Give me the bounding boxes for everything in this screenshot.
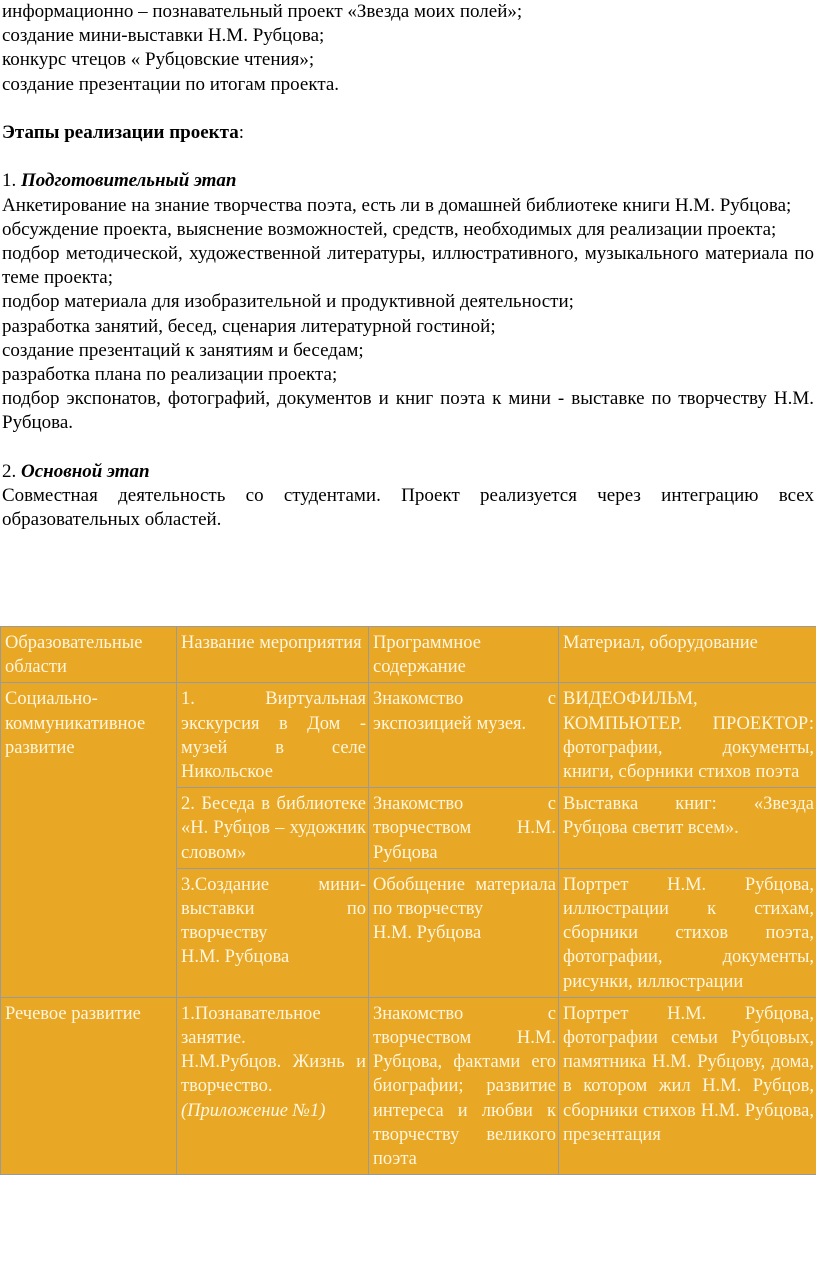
content-cell: Знакомство с творчеством Н.М. Рубцова, фактами его биографии; развитие интереса и любви к творчеству великого поэта bbox=[369, 997, 559, 1174]
event-cell: 1.Познавательное занятие. Н.М.Рубцов. Жизнь и творчество. (Приложение №1) bbox=[177, 997, 369, 1174]
header-cell: Программное содержание bbox=[369, 627, 559, 683]
event-cell: 2. Беседа в библиотеке «Н. Рубцов – художник словом» bbox=[177, 788, 369, 869]
content-cell: Знакомство с экспозицией музея. bbox=[369, 683, 559, 788]
material-cell: Выставка книг: «Звезда Рубцова светит всем». bbox=[559, 788, 816, 869]
table-row bbox=[1, 997, 816, 1174]
stage1-item: подбор методической, художественной литературы, иллюстративного, музыкального материала по теме проекта; bbox=[2, 243, 814, 289]
appendix-note: (Приложение №1) bbox=[181, 1100, 326, 1121]
event-cell: 1. Виртуальная экскурсия в Дом - музей в селе Никольское bbox=[177, 683, 369, 788]
stage1-item: подбор материала для изобразительной и продуктивной деятельности; bbox=[2, 291, 574, 313]
material-cell: Портрет Н.М. Рубцова, иллюстрации к стихам, сборники стихов поэта, фотографии, документы, рисунки, иллюстрации bbox=[559, 868, 816, 997]
header-cell: Материал, оборудование bbox=[559, 627, 816, 683]
stage1-item: подбор экспонатов, фотографий, документов и книг поэта к мини - выставке по творчеству Н.М. Рубцова. bbox=[2, 388, 814, 434]
stage1-item: создание презентаций к занятиям и беседам; bbox=[2, 339, 364, 361]
area-cell: Социально-коммуникативное развитие bbox=[1, 683, 177, 997]
stage1-item: Анкетирование на знание творчества поэта, есть ли в домашней библиотеке книги Н.М. Рубцова; bbox=[2, 194, 792, 216]
stages-heading: Этапы реализации проекта bbox=[2, 122, 239, 143]
table-row bbox=[1, 683, 816, 788]
event-cell: 3.Создание мини-выставки по творчеству Н.М. Рубцова bbox=[177, 868, 369, 997]
stage1-item: обсуждение проекта, выяснение возможностей, средств, необходимых для реализации проекта; bbox=[2, 218, 777, 240]
stages-heading-line: Этапы реализации проекта: bbox=[2, 122, 244, 143]
table-header-row bbox=[1, 627, 816, 683]
stage1-title: Подготовительный этап bbox=[21, 170, 237, 192]
document-text bbox=[2, 0, 814, 532]
content-cell: Обобщение материала по творчеству Н.М. Рубцова bbox=[369, 868, 559, 997]
material-cell: Портрет Н.М. Рубцова, фотографии семьи Рубцовых, памятника Н.М. Рубцову, дома, в котором жил Н.М. Рубцов, сборники стихов Н.М. Рубцова, презентация bbox=[559, 997, 816, 1174]
stage2-heading: 2. Основной этап bbox=[2, 460, 150, 482]
header-cell: Название мероприятия bbox=[177, 627, 369, 683]
intro-item: информационно – познавательный проект «Звезда моих полей»; bbox=[2, 1, 523, 22]
area-cell: Речевое развитие bbox=[1, 997, 177, 1174]
stage2-text: Совместная деятельность со студентами. Проект реализуется через интеграцию всех образовательных областей. bbox=[2, 485, 814, 531]
header-cell: Образовательные области bbox=[1, 627, 177, 683]
activities-table bbox=[0, 626, 816, 1175]
material-cell: ВИДЕОФИЛЬМ, КОМПЬЮТЕР. ПРОЕКТОР: фотографии, документы, книги, сборники стихов поэта bbox=[559, 683, 816, 788]
intro-item: создание мини-выставки Н.М. Рубцова; bbox=[2, 25, 325, 47]
content-cell: Знакомство с творчеством Н.М. Рубцова bbox=[369, 788, 559, 869]
stage1-item: разработка занятий, бесед, сценария литературной гостиной; bbox=[2, 315, 496, 337]
intro-item: конкурс чтецов « Рубцовские чтения»; bbox=[2, 49, 315, 71]
stage2-title: Основной этап bbox=[21, 460, 150, 482]
stage1-heading: 1. Подготовительный этап bbox=[2, 170, 237, 192]
stage1-item: разработка плана по реализации проекта; bbox=[2, 364, 338, 386]
intro-item: создание презентации по итогам проекта. bbox=[2, 73, 340, 95]
